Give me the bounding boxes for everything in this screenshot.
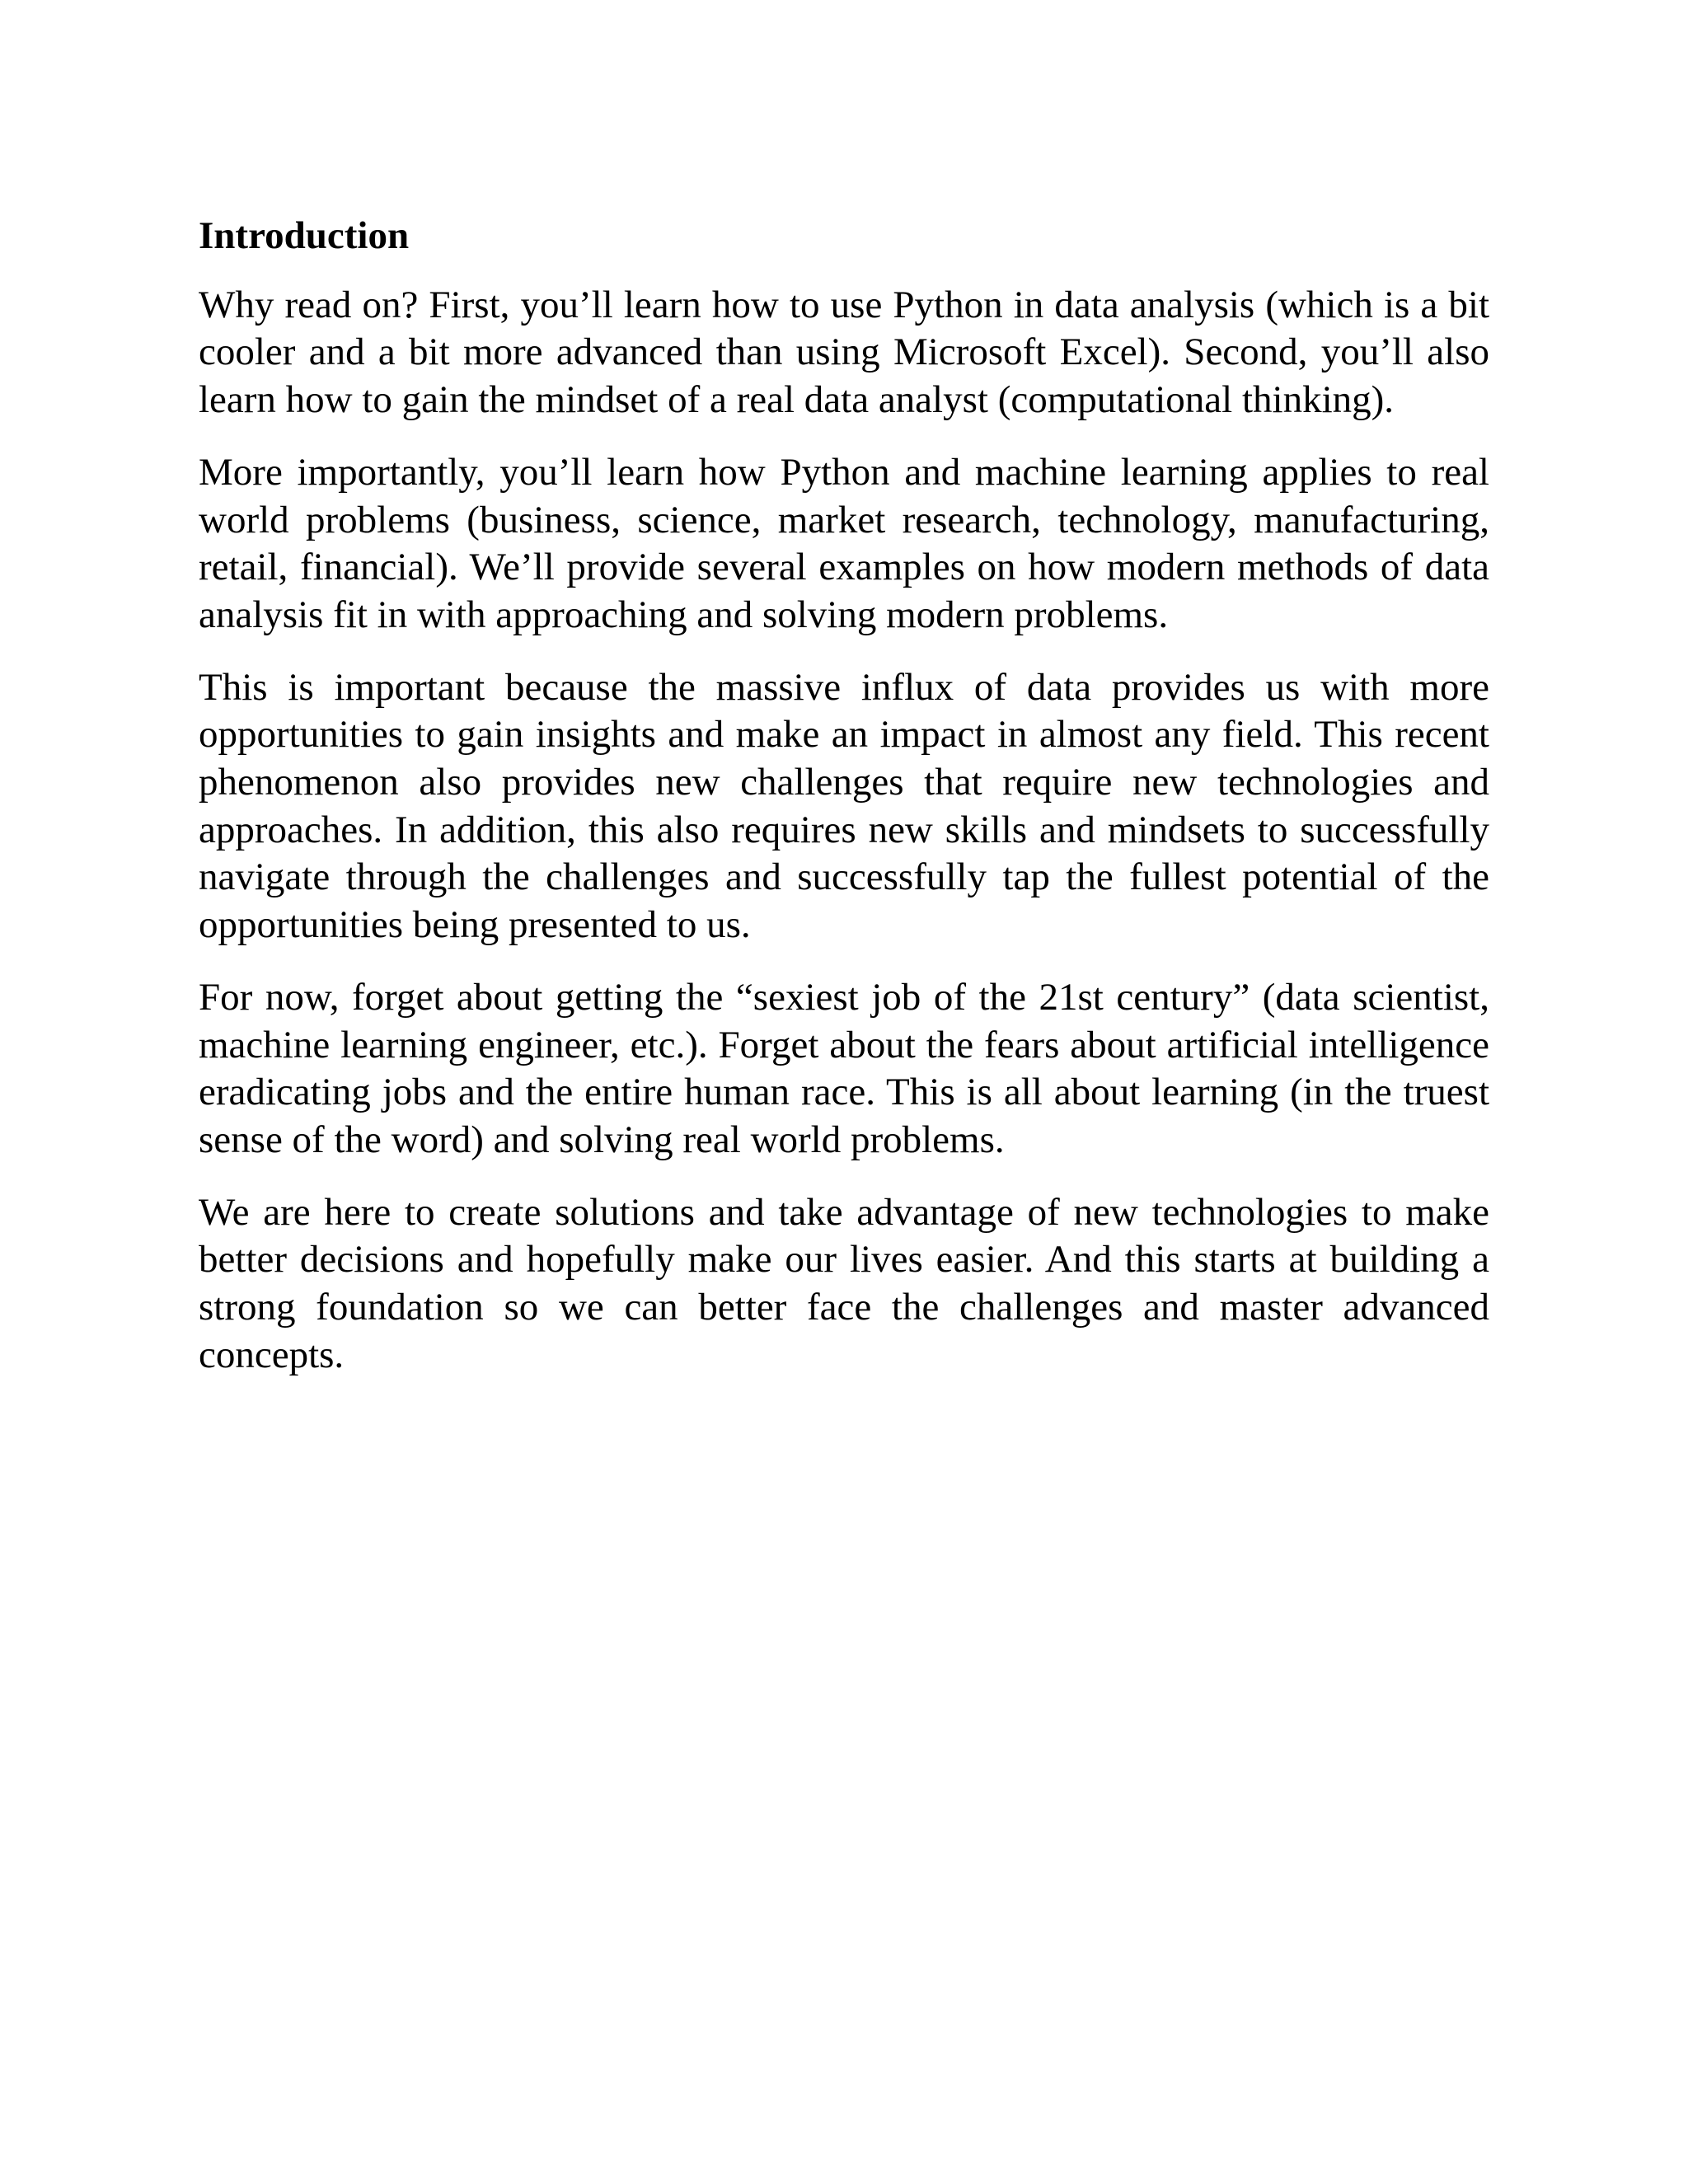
paragraph-forget-sexiest-job: For now, forget about getting the “sexiest job of the 21st century” (data scientist, machine learning engineer, etc.). Forget about the fears about artificial intelligence eradicating jobs and the entire human race. This is all about learning (in the truest sense of the word) and solving real world problems.	[199, 975, 1489, 1161]
section-heading: Introduction	[199, 214, 410, 257]
paragraph-why-read-on: Why read on? First, you’ll learn how to use Python in data analysis (which is a bit cooler and a bit more advanced than using Microsoft Excel). Second, you’ll also learn how to gain the mindset of a real data analyst (computational thinking).	[199, 283, 1489, 422]
paragraph-influx-of-data: This is important because the massive influx of data provides us with more opportunities to gain insights and make an impact in almost any field. This recent phenomenon also provides new challenges that require new technologies and approaches. In addition, this also requires new skills and mindsets to successfully navigate through the challenges and successfully tap the fullest potential of the opportunities being presented to us.	[199, 665, 1489, 947]
document-body	[199, 213, 1489, 1404]
paragraph-real-world-problems: More importantly, you’ll learn how Python and machine learning applies to real world problems (business, science, market research, technology, manufacturing, retail, financial). We’ll provide several examples on how modern methods of data analysis fit in with approaching and solving modern problems.	[199, 450, 1489, 636]
paragraph-create-solutions: We are here to create solutions and take advantage of new technologies to make better decisions and hopefully make our lives easier. And this starts at building a strong foundation so we can better face the challenges and master advanced concepts.	[199, 1190, 1489, 1376]
